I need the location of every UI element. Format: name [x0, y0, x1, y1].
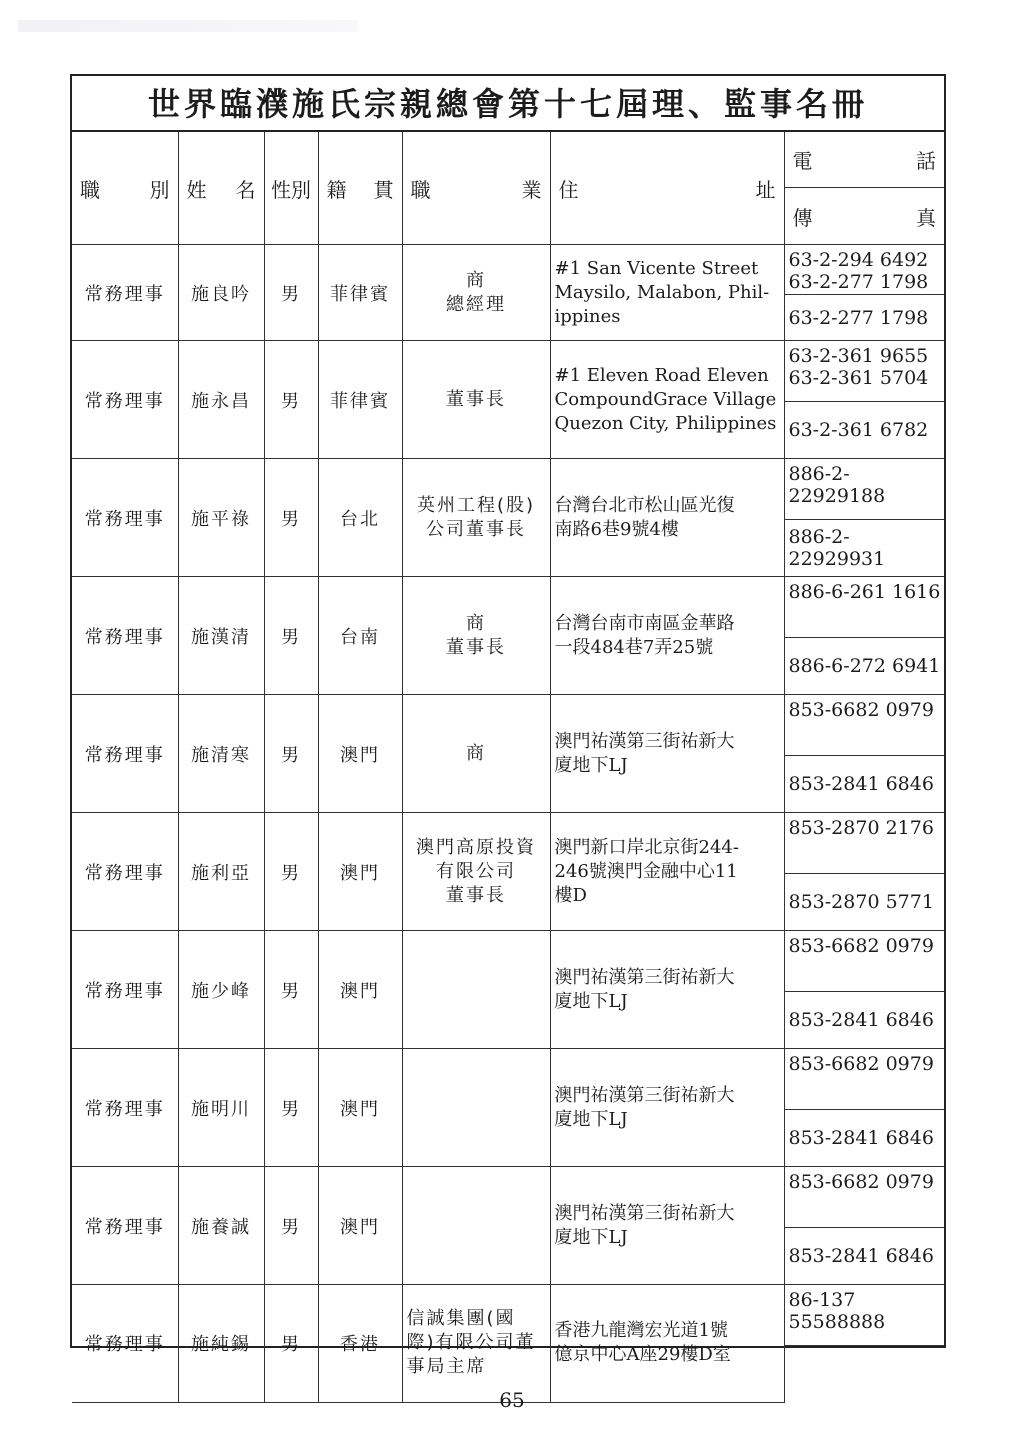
header-occupation: 職 業: [402, 132, 550, 245]
name-cell: 施漢清: [178, 577, 264, 695]
occupation-cell: [402, 1049, 550, 1167]
roster-sheet: [70, 74, 946, 1378]
origin-cell: 澳門: [318, 1049, 402, 1167]
origin-cell: 澳門: [318, 813, 402, 931]
phone-cell: 886-6-261 1616: [784, 577, 944, 638]
scan-artifact: [18, 20, 358, 32]
position-cell: 常務理事: [72, 245, 178, 341]
phone-cell: 886-2-22929188: [784, 459, 944, 520]
position-cell: 常務理事: [72, 1285, 178, 1403]
table-row: [72, 1049, 944, 1110]
fax-cell: 853-2841 6846: [784, 756, 944, 813]
occupation-cell: [402, 1167, 550, 1285]
roster-table: [72, 132, 944, 1403]
name-cell: 施少峰: [178, 931, 264, 1049]
phone-cell: 63-2-294 6492 63-2-277 1798: [784, 245, 944, 295]
fax-cell: 853-2841 6846: [784, 1110, 944, 1167]
page-number: 65: [499, 1388, 525, 1412]
phone-cell: 853-2870 2176: [784, 813, 944, 874]
fax-cell: 63-2-277 1798: [784, 295, 944, 341]
origin-cell: 澳門: [318, 931, 402, 1049]
table-row: [72, 813, 944, 874]
occupation-cell: [402, 931, 550, 1049]
phone-cell: 853-6682 0979: [784, 695, 944, 756]
header-row: [72, 132, 944, 245]
address-cell: 香港九龍灣宏光道1號 億京中心A座29樓D室: [550, 1285, 784, 1403]
name-cell: 施永昌: [178, 341, 264, 459]
name-cell: 施清寒: [178, 695, 264, 813]
phone-cell: 853-6682 0979: [784, 931, 944, 992]
gender-cell: 男: [264, 459, 318, 577]
gender-cell: 男: [264, 341, 318, 459]
origin-cell: 台北: [318, 459, 402, 577]
occupation-cell: 商: [402, 695, 550, 813]
fax-cell: 853-2870 5771: [784, 874, 944, 931]
occupation-cell: 董事長: [402, 341, 550, 459]
position-cell: 常務理事: [72, 341, 178, 459]
phone-cell: 853-6682 0979: [784, 1167, 944, 1228]
occupation-cell: 商 董事長: [402, 577, 550, 695]
header-fax: 傳 真: [792, 205, 936, 230]
gender-cell: 男: [264, 1285, 318, 1403]
fax-cell: 853-2841 6846: [784, 1228, 944, 1285]
fax-cell: 853-2841 6846: [784, 992, 944, 1049]
table-row: [72, 1167, 944, 1228]
address-cell: 澳門祐漢第三街祐新大 廈地下LJ: [550, 1049, 784, 1167]
table-row: [72, 577, 944, 638]
gender-cell: 男: [264, 1049, 318, 1167]
header-phone-fax: [784, 132, 944, 245]
header-address: 住 址: [550, 132, 784, 245]
gender-cell: 男: [264, 245, 318, 341]
phone-cell: 86-137 55588888: [784, 1285, 944, 1346]
table-row: [72, 341, 944, 402]
address-cell: 澳門祐漢第三街祐新大 廈地下LJ: [550, 1167, 784, 1285]
phone-cell: 853-6682 0979: [784, 1049, 944, 1110]
table-row: [72, 245, 944, 295]
position-cell: 常務理事: [72, 1167, 178, 1285]
page-title: 世界臨濮施氏宗親總會第十七屆理、監事名冊: [72, 76, 944, 132]
position-cell: 常務理事: [72, 931, 178, 1049]
address-cell: 澳門新口岸北京街244- 246號澳門金融中心11 樓D: [550, 813, 784, 931]
name-cell: 施良吟: [178, 245, 264, 341]
header-position: 職 別: [72, 132, 178, 245]
position-cell: 常務理事: [72, 1049, 178, 1167]
position-cell: 常務理事: [72, 577, 178, 695]
origin-cell: 澳門: [318, 695, 402, 813]
header-gender: 性別: [264, 132, 318, 245]
origin-cell: 菲律賓: [318, 245, 402, 341]
origin-cell: 台南: [318, 577, 402, 695]
table-row: [72, 459, 944, 520]
table-row: [72, 1285, 944, 1346]
fax-cell: 886-6-272 6941: [784, 638, 944, 695]
table-row: [72, 695, 944, 756]
name-cell: 施明川: [178, 1049, 264, 1167]
origin-cell: 澳門: [318, 1167, 402, 1285]
occupation-cell: 商 總經理: [402, 245, 550, 341]
header-origin: 籍 貫: [318, 132, 402, 245]
header-phone: 電 話: [785, 132, 945, 188]
fax-cell: 63-2-361 6782: [784, 402, 944, 459]
position-cell: 常務理事: [72, 459, 178, 577]
name-cell: 施養誠: [178, 1167, 264, 1285]
origin-cell: 菲律賓: [318, 341, 402, 459]
address-cell: 台灣台北市松山區光復 南路6巷9號4樓: [550, 459, 784, 577]
phone-cell: 63-2-361 9655 63-2-361 5704: [784, 341, 944, 402]
fax-cell: 886-2-22929931: [784, 520, 944, 577]
position-cell: 常務理事: [72, 695, 178, 813]
name-cell: 施平祿: [178, 459, 264, 577]
gender-cell: 男: [264, 813, 318, 931]
gender-cell: 男: [264, 931, 318, 1049]
name-cell: 施純錫: [178, 1285, 264, 1403]
origin-cell: 香港: [318, 1285, 402, 1403]
address-cell: 台灣台南市南區金華路 一段484巷7弄25號: [550, 577, 784, 695]
gender-cell: 男: [264, 1167, 318, 1285]
address-cell: 澳門祐漢第三街祐新大 廈地下LJ: [550, 931, 784, 1049]
table-row: [72, 931, 944, 992]
header-name: 姓 名: [178, 132, 264, 245]
gender-cell: 男: [264, 577, 318, 695]
gender-cell: 男: [264, 695, 318, 813]
occupation-cell: 澳門高原投資 有限公司 董事長: [402, 813, 550, 931]
address-cell: #1 Eleven Road Eleven CompoundGrace Village Quezon City, Philippines: [550, 341, 784, 459]
occupation-cell: 信誠集團(國 際)有限公司董 事局主席: [402, 1285, 550, 1403]
occupation-cell: 英州工程(股) 公司董事長: [402, 459, 550, 577]
address-cell: #1 San Vicente Street Maysilo, Malabon, Phil- ippines: [550, 245, 784, 341]
address-cell: 澳門祐漢第三街祐新大 廈地下LJ: [550, 695, 784, 813]
position-cell: 常務理事: [72, 813, 178, 931]
name-cell: 施利亞: [178, 813, 264, 931]
